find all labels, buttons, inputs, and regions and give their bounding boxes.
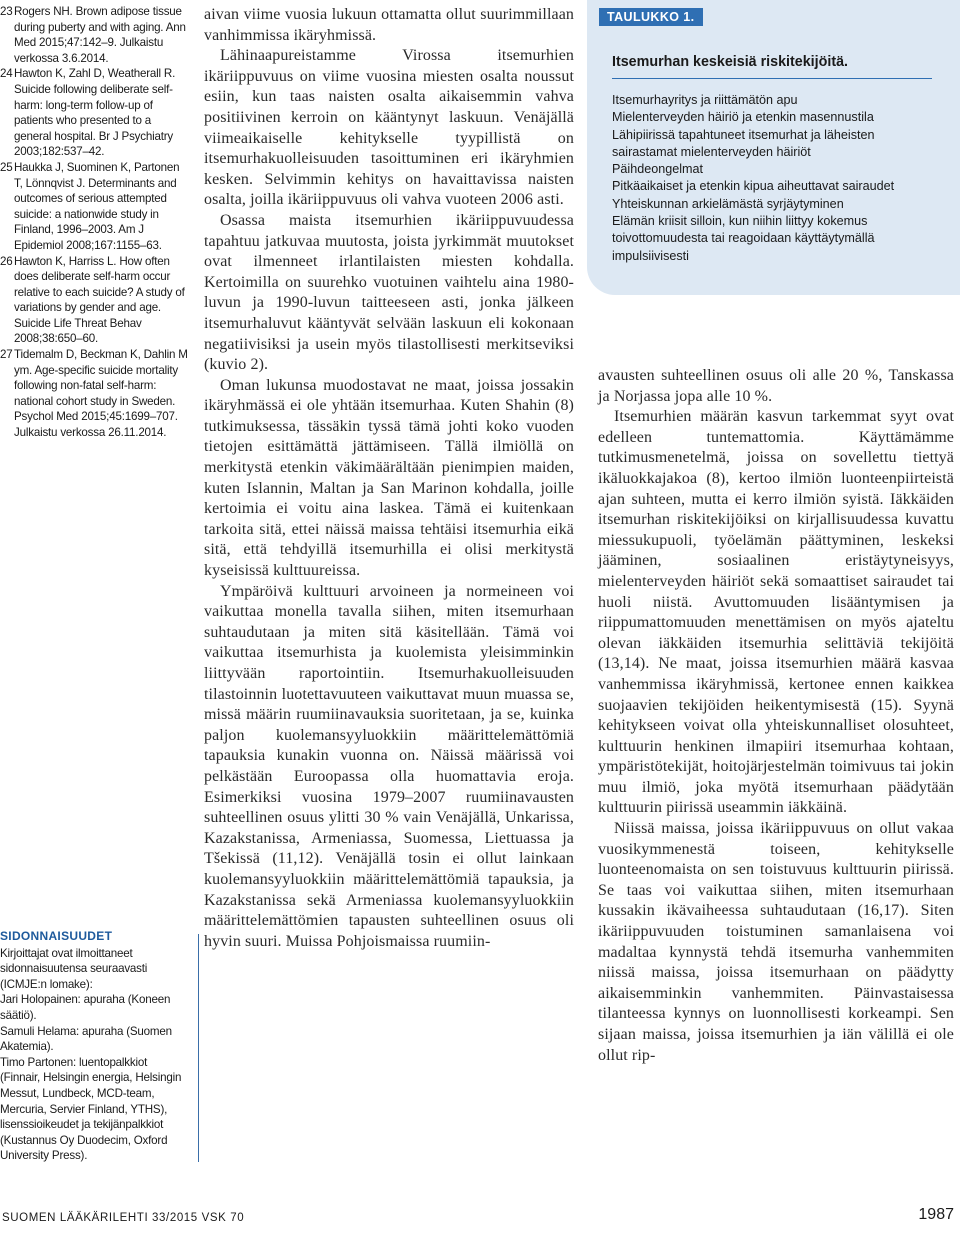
risk-factor-item: Mielenterveyden häiriö ja etenkin masennustila [612,110,874,125]
table-heading: Itsemurhan keskeisiä riskitekijöitä. [612,54,849,70]
disclosures-paragraph: Kirjoittajat ovat ilmoittaneet sidonnaisuutensa seuraavasti (ICMJE:n lomake): [0,946,148,991]
disclosures-section [0,929,190,1164]
risk-factor-list [612,92,942,265]
body-column-2 [598,366,954,1066]
risk-factor-item: Elämän kriisit silloin, kun niihin liittyy kokemus toivottomuudesta tai reagoidaan käyttäytymällä impulsiivisesti [612,214,875,263]
page-number: 1987 [918,1206,954,1223]
disclosures-title: SIDONNAISUUDET [0,929,113,943]
paragraph: aivan viime vuosia lukuun ottamatta ollut suurimmillaan vanhimmissa ikäryhmissä. [204,6,574,44]
reference-number: 24 [0,67,13,81]
disclosures-paragraph: Samuli Helama: apuraha (Suomen Akatemia). [0,1024,172,1054]
reference-number: 26 [0,254,13,268]
reference-number: 25 [0,160,13,174]
paragraph: Ympäröivä kulttuuri arvoineen ja normeineen voi vaikuttaa monella tavalla siihen, miten itsemurhaan suhtaudutaan ja miten sitä käsitellään. Tämä voi vaikuttaa itsemurhista ja kuolemista yleisimminkin liittyvään raportointiin. Itsemurhakuolleisuuden tilastoinnin luotettavuuteen vaikuttavat muun muassa se, missä määrin ruumiinavauksia suoritetaan, ja se, kuinka paljon kuolemansyyluokkiin määrittelemättömiä tapauksia kunakin vuonna on. Näissä määrissä voi pelkästään Euroopassa olla huomattavia eroja. Esimerkiksi vuosina 1979–2007 ruumiinavausten suhteellinen osuus ylitti 30 % vain Venäjällä, Unkarissa, Kazakstanissa, Armeniassa, Suomessa, Liettuassa ja Tšekissä (11,12). Venäjällä tosin ei ollut lainkaan kuolemansyyluokkiin määrittelemättömiä tapauksia, ja Kazakstanissa sekä Armeniassa kuolemansyyluokkiin määrittelemättömien tapausten suhteellinen osuus oli hyvin suuri. Muissa Pohjoismaissa ruumiin- [204,582,574,950]
reference-item [0,66,188,160]
paragraph: Oman lukunsa muodostavat ne maat, joissa jossakin ikäryhmässä ei ole yhtään itsemurhaa. Kuten Shahin (8) tutkimuksessa, tässäkin tyssä tämä johti koko vuoden tietojen esittämättä jättämiseen. Tällä ilmiöllä on merkitystä etenkin väkimäärältään pienimpien maiden, kuten Islannin, Maltan ja San Marinon kohdalla, joille kertoimia ei voitu aina laskea. Tämä ei kuitenkaan tarkoita sitä, ettei näissä maissa tehtäisi itsemurhia eikä sitä, että tehdyillä itsemurhilla ei olisi merkitystä kyseisissä kulttuureissa. [204,376,574,580]
body-column-1 [204,5,574,952]
paragraph: Niissä maissa, joissa ikäriippuvuus on ollut vakaa vuosikymmenestä toiseen, kehitykselle luonteenomaista on sen toistuvuus kulttuurin piirissä. Se taas voi vaikuttaa siihen, miten itsemurhaan kussakin ikävaiheessa suhtaudutaan (16,17). Siten ikäriippuvuuden toistuminen samanlaisena voi madaltaa kynnystä tehdä itsemurha vanhemmiten niissä maissa, joissa itsemurhaan on päädytty aikaisemminkin vanhemmiten. Päinvastaisessa tilanteessa kynnys on luonnollisesti korkeampi. Sen sijaan maissa, joissa itsemurhien ja iän välillä ei ole ollut rip- [598,820,954,1064]
risk-factor-item: Pitkäaikaiset ja etenkin kipua aiheuttavat sairaudet [612,179,895,194]
reference-item [0,254,188,348]
reference-item [0,4,188,66]
disclosures-paragraph: Timo Partonen: luentopalkkiot (Finnair, Helsingin energia, Helsingin Messut, Lundbeck, MCD-team, Mercuria, Servier Finland, YTHS), lisenssioikeudet ja tekijänpalkkiot (Kustannus Oy Duodecim, Oxford University Press). [0,1055,182,1163]
reference-item [0,347,188,441]
table-tag: TAULUKKO 1. [599,8,703,26]
risk-factor-item: Yhteiskunnan arkielämästä syrjäytyminen [612,196,844,211]
reference-text: Tidemalm D, Beckman K, Dahlin M ym. Age-specific suicide mortality following non-fatal self-harm: national cohort study in Sweden. Psychol Med 2015;45:1699–707. Julkaistu verkossa 26.11.2014. [14,348,188,440]
risk-factor-item: Itsemurhayritys ja riittämätön apu [612,93,798,107]
reference-text: Haukka J, Suominen K, Partonen T, Lönnqvist J. Determinants and outcomes of serious attempted suicide: a nationwide study in Finland, 1996–2003. Am J Epidemiol 2008;167:1155–63. [14,160,180,252]
reference-item [0,160,188,254]
reference-text: Rogers NH. Brown adipose tissue during puberty and with aging. Ann Med 2015;47:142–9. Julkaistu verkossa 3.6.2014. [14,5,186,65]
reference-list [0,4,188,441]
risk-factor-item: Lähipiirissä tapahtuneet itsemurhat ja läheisten sairastamat mielenterveyden häiriöt [612,127,875,159]
reference-text: Hawton K, Harriss L. How often does deliberate self-harm occur relative to each suicide? A study of variations by gender and age. Suicide Life Threat Behav 2008;38:650–60. [14,254,185,346]
reference-text: Hawton K, Zahl D, Weatherall R. Suicide following deliberate self-harm: long-term follow-up of patients who presented to a general hospital. Br J Psychiatry 2003;182:537–42. [14,67,176,159]
reference-number: 23 [0,5,13,18]
paragraph: avausten suhteellinen osuus oli alle 20 %, Tanskassa ja Norjassa jopa alle 10 %. [598,367,954,405]
paragraph: Lähinaapureistamme Virossa itsemurhien ikäriippuvuus on viime vuosina miesten osalta noussut esiin, kun taas naisten osalta aikaisemmin vahva positiivinen kerroin on kääntynyt laskuun. Venäjällä viimeaikaiselle kehitykselle tyypillistä on itsemurhakuolleisuuden tasoittuminen eri ikäryhmien kesken. Selvimmin kehitys on havaittavissa naisten osalta, joilla ikäriippuvuus oli vahva vuoteen 2006 asti. [204,47,574,209]
risk-factor-item: Päihdeongelmat [612,162,704,177]
disclosures-paragraph: Jari Holopainen: apuraha (Koneen säätiö). [0,993,171,1022]
paragraph: Osassa maista itsemurhien ikäriippuvuudessa tapahtuu jatkuvaa muutosta, joista jyrkimmät muutokset ovat ilmenneet irlantilaisten miesten kohdalla. Kertoimilla on suurehko vuotuinen vaihtelu aina 1980-luvun ja 1990-luvun taitteeseen asti, jonka jälkeen itsemurhaluvut kääntyvät selvään laskuun eli kokonaan negatiivisiksi ja usein myös tilastollisesti merkitseviksi (kuvio 2). [204,211,574,374]
reference-number: 27 [0,348,13,362]
table-divider [612,78,932,79]
paragraph: Itsemurhien määrän kasvun tarkemmat syyt ovat edelleen tuntemattomia. Käyttämämme tutkimusmenetelmä, joissa on sovellettu tiettyä ikäluokkajakoa (8), kertoo ilmiön luonteenpiirteistä ajan suhteen, mutta ei kerro ilmiön syistä. Iäkkäiden itsemurhan riskitekijöiksi on kirjallisuudessa kuvattu miessukupuoli, työelämän päättyminen, leskeksi jääminen, sosiaalinen eristäytyneisyys, mielenterveyden häiriöt sekä somaattiset sairaudet tai huoli niistä. Avuttomuuden lisääntymisen ja riippumattomuuden menettämisen on myös ajateltu olevan iäkkäiden itsemurhia selittäviä tekijöitä (13,14). Ne maat, joissa itsemurhien määrä kasvaa vanhemmissa ikäryhmissä, kertonee ennen kaikkea suojaavien tekijöiden heikentymisestä (15). Syynä kehitykseen voivat olla yhteiskunnalliset olosuhteet, kulttuurin henkinen ilmapiiri itsemurhaa kohtaan, ympäristötekijät, hoitojärjestelmän toimivuus tai jokin muu ilmiö, joka myötä itsemurhaan päädytään kulttuurin piirissä useammin iäkkäinä. [598,408,954,817]
journal-footer: SUOMEN LÄÄKÄRILEHTI 33/2015 VSK 70 [2,1212,245,1224]
table-box [587,0,960,295]
disclosures-divider [198,934,199,1162]
